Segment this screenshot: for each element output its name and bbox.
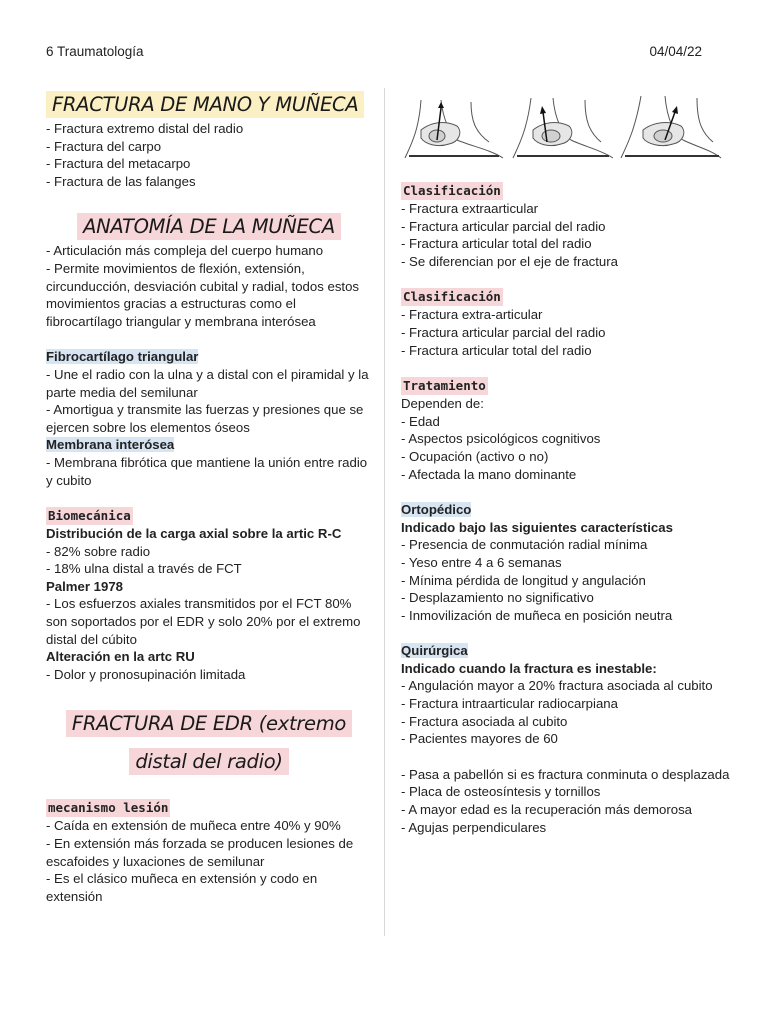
wrist-fracture-illustration — [401, 90, 723, 162]
page-header-date: 04/04/22 — [649, 44, 702, 59]
section-title-text: FRACTURA DE MANO Y MUÑECA — [46, 91, 364, 118]
page-header-left: 6 Traumatología — [46, 44, 144, 59]
list-item: - Los esfuerzos axiales transmitidos por el FCT 80% son soportados por el EDR y solo 20% por el extremo distal del cúbito — [46, 596, 361, 647]
column-divider — [384, 88, 385, 936]
list-item: - Es el clásico muñeca en extensión y codo en extensión — [46, 871, 318, 904]
list-item: - Presencia de conmutación radial mínima — [401, 537, 648, 553]
subheading-ortopedico: Ortopédico — [401, 502, 472, 518]
subheading-tratamiento: Tratamiento — [403, 378, 486, 394]
list-item: - Edad — [401, 413, 440, 429]
list-tratamiento — [401, 413, 733, 483]
biomecanica-bold-1: Distribución de la carga axial sobre la artic R-C — [46, 526, 342, 542]
list-item: - Pasa a pabellón si es fractura conminuta o desplazada — [401, 766, 730, 782]
section-title-text-line1: FRACTURA DE EDR (extremo — [66, 710, 352, 737]
biomecanica-bold-3: Alteración en la artc RU — [46, 649, 195, 665]
list-membrana — [46, 454, 372, 489]
list-item: - Fractura extraarticular — [401, 201, 539, 216]
list-item: - 18% ulna distal a través de FCT — [46, 561, 242, 577]
list-item: - Mínima pérdida de longitud y angulación — [401, 572, 646, 588]
list-item: - Amortigua y transmite las fuerzas y presiones que se ejercen sobre los elementos óseos — [46, 402, 364, 435]
section-title-anatomia — [46, 212, 372, 242]
list-fracturas — [46, 120, 372, 190]
list-item: - En extensión más forzada se producen lesiones de escafoides y luxaciones de semilunar — [46, 836, 354, 869]
list-item: - Fractura articular total del radio — [401, 236, 592, 252]
list-item: - Inmovilización de muñeca en posición neutra — [401, 607, 673, 623]
list-item: - Aspectos psicológicos cognitivos — [401, 431, 601, 447]
subheading-biomecanica: Biomecánica — [48, 508, 131, 524]
list-item: - Fractura del metacarpo — [46, 156, 191, 172]
list-item: - Fractura del carpo — [46, 138, 162, 154]
list-item: - Dolor y pronosupinación limitada — [46, 666, 246, 682]
list-item: - Fractura intraarticular radiocarpiana — [401, 696, 618, 712]
list-quirurgica — [401, 677, 733, 747]
list-item: - Pacientes mayores de 60 — [401, 731, 558, 747]
section-title-fractura-mano — [46, 90, 372, 120]
list-item: - Afectada la mano dominante — [401, 466, 577, 482]
section-title-fractura-edr — [46, 705, 372, 781]
section-title-text: ANATOMÍA DE LA MUÑECA — [77, 213, 341, 240]
list-item: - Caída en extensión de muñeca entre 40% y 90% — [46, 818, 341, 834]
list-item: - Angulación mayor a 20% fractura asociada al cubito — [401, 678, 713, 694]
tratamiento-intro: Dependen de: — [401, 396, 484, 412]
list-item: - Membrana fibrótica que mantiene la unión entre radio y cubito — [46, 454, 368, 488]
list-biomecanica-3 — [46, 666, 372, 684]
list-anatomia — [46, 242, 372, 330]
list-fibrocartilago — [46, 366, 372, 436]
subheading-clasificacion-2: Clasificación — [403, 289, 501, 305]
list-item: - Permite movimientos de flexión, extensión, circunducción, desviación cubital y radial, todos estos movimientos gracias a estructuras como el fibrocartílago triangular y membrana interósea — [46, 260, 360, 329]
subheading-membrana: Membrana interósea — [46, 437, 175, 453]
wrist-panel-2 — [513, 98, 613, 158]
list-mecanismo — [46, 817, 372, 905]
list-item: - Placa de osteosíntesis y tornillos — [401, 784, 601, 800]
list-item: - Desplazamiento no significativo — [401, 590, 594, 606]
list-quirurgica-2 — [401, 766, 733, 836]
section-title-text-line2: distal del radio) — [129, 748, 288, 775]
list-item: - Fractura articular parcial del radio — [401, 324, 606, 340]
biomecanica-bold-2: Palmer 1978 — [46, 578, 123, 594]
list-item: - Ocupación (activo o no) — [401, 448, 549, 464]
list-item: - Yeso entre 4 a 6 semanas — [401, 554, 562, 570]
subheading-quirurgica: Quirúrgica — [401, 643, 468, 659]
quirurgica-bold: Indicado cuando la fractura es inestable: — [401, 660, 657, 676]
list-item: - Une el radio con la ulna y a distal con el piramidal y la parte media del semilunar — [46, 366, 369, 400]
list-item: - Fractura de las falanges — [46, 173, 196, 189]
list-item: - Agujas perpendiculares — [401, 819, 547, 835]
list-clasificacion-1 — [401, 200, 733, 270]
list-item: - Fractura articular parcial del radio — [401, 218, 606, 234]
right-column — [401, 90, 733, 836]
ortopedico-bold: Indicado bajo las siguientes características — [401, 519, 673, 535]
left-column — [46, 90, 372, 905]
list-biomecanica-1 — [46, 543, 372, 578]
list-item: - 82% sobre radio — [46, 543, 151, 559]
subheading-fibrocartilago: Fibrocartílago triangular — [46, 349, 199, 365]
list-item: - Fractura articular total del radio — [401, 342, 592, 358]
list-item: - Articulación más compleja del cuerpo humano — [46, 243, 324, 259]
list-item: - Fractura asociada al cubito — [401, 713, 568, 729]
list-item: - Fractura extra-articular — [401, 307, 543, 323]
list-clasificacion-2 — [401, 306, 733, 359]
list-item: - Se diferencian por el eje de fractura — [401, 253, 618, 269]
list-biomecanica-2 — [46, 595, 372, 648]
wrist-panel-3 — [621, 96, 721, 158]
list-ortopedico — [401, 536, 733, 624]
list-item: - Fractura extremo distal del radio — [46, 121, 244, 136]
subheading-mecanismo: mecanismo lesión — [48, 800, 169, 816]
list-item: - A mayor edad es la recuperación más demorosa — [401, 802, 693, 818]
wrist-panel-1 — [405, 100, 503, 158]
subheading-clasificacion-1: Clasificación — [403, 183, 501, 198]
